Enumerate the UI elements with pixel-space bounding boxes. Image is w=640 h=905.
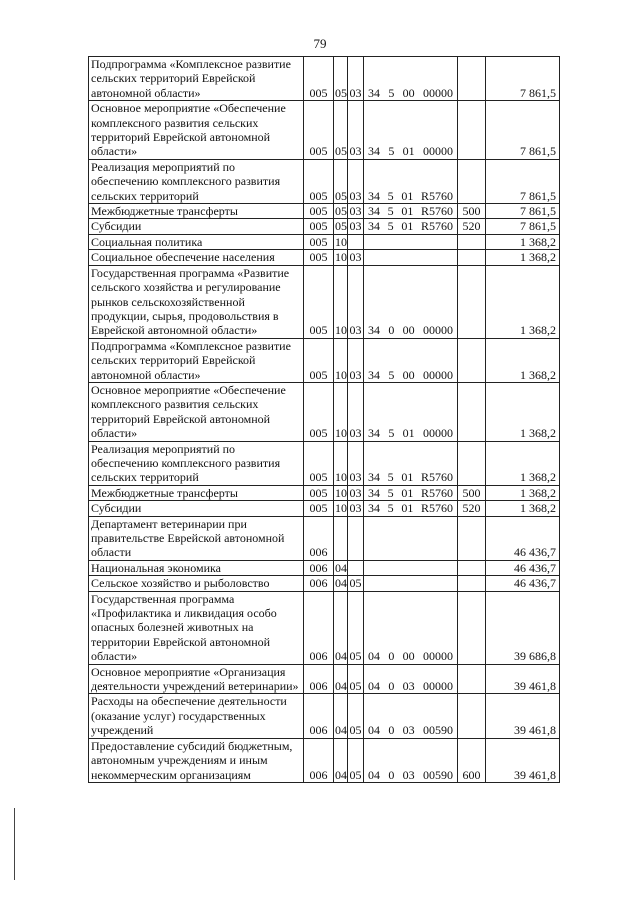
section-code: 10: [334, 441, 348, 485]
table-row: [89, 485, 560, 500]
target-article-part: R5760: [420, 470, 453, 485]
target-article-part: 34: [368, 144, 380, 159]
target-article-part: 01: [401, 485, 414, 500]
target-article-part: R5760: [420, 501, 453, 516]
page-number: 79: [313, 36, 327, 51]
expense-type-code: [458, 441, 486, 485]
row-sum: 46 436,7: [486, 516, 560, 560]
section-code: 10: [334, 265, 348, 338]
section-code: 10: [335, 485, 347, 500]
expense-type-code: [458, 338, 486, 382]
target-article-part: 00: [402, 649, 415, 664]
target-article-part: 34: [368, 85, 380, 100]
subsection-code: 05: [348, 738, 364, 782]
row-sum: 1 368,2: [486, 501, 560, 516]
expense-type-code: 520: [458, 219, 486, 234]
row-sum: 7 861,5: [486, 159, 560, 203]
ved-code: 006: [304, 591, 334, 664]
target-article-part: 01: [401, 501, 414, 516]
ved-code: 005: [304, 265, 334, 338]
row-sum: 1 368,2: [486, 338, 560, 382]
table-row: [89, 250, 560, 265]
row-sum: 1 368,2: [486, 485, 560, 500]
subsection-code: 05: [348, 664, 364, 694]
target-article-part: 34: [368, 204, 380, 219]
subsection-code: 03: [349, 485, 362, 500]
subsection-code: [348, 516, 364, 560]
table-row: [89, 664, 560, 694]
subsection-code: 03: [348, 382, 364, 441]
target-article-part: 5: [388, 367, 395, 382]
expense-type-code: [458, 576, 486, 591]
section-code: [334, 516, 348, 560]
expense-type-code: 520: [458, 501, 486, 516]
row-sum: 39 461,8: [486, 694, 560, 738]
target-article-parts: [366, 323, 455, 337]
row-name: Субсидии: [89, 219, 304, 234]
ved-code: 006: [304, 738, 334, 782]
section-code: 04: [335, 560, 347, 575]
target-article-part: 5: [387, 219, 394, 234]
section-code: 10: [334, 338, 348, 382]
target-article-part: 34: [368, 501, 380, 516]
row-name: Межбюджетные трансферты: [89, 485, 304, 500]
target-article-parts: [366, 679, 455, 693]
section-code: 10: [335, 250, 347, 265]
ved-code: 006: [304, 694, 334, 738]
expense-type-code: [458, 664, 486, 694]
expense-type-code: [458, 560, 486, 575]
target-article-code: [364, 159, 458, 203]
row-name: Социальная политика: [89, 234, 304, 249]
row-name: Государственная программа «Развитие сельского хозяйства и регулирование рынков сельскохозяйственной продукции, сырья, продовольствия в Еврейской автономной области»: [89, 265, 304, 338]
subsection-code: 03: [349, 250, 362, 265]
row-name: Предоставление субсидий бюджетным, автономным учреждениям и иным некоммерческим организациям: [89, 738, 304, 782]
budget-table-body: [89, 57, 560, 783]
table-row: [89, 219, 560, 234]
target-article-part: 00000: [422, 323, 453, 338]
target-article-part: 03: [402, 767, 415, 782]
target-article-part: 34: [368, 470, 380, 485]
target-article-part: 34: [368, 485, 380, 500]
target-article-code: [364, 250, 458, 265]
target-article-code: [364, 694, 458, 738]
table-row: [89, 382, 560, 441]
ved-code: 005: [304, 159, 334, 203]
ved-code: 005: [304, 219, 334, 234]
ved-code: 005: [304, 250, 334, 265]
target-article-parts: [366, 86, 455, 100]
subsection-code: 03: [348, 101, 364, 160]
table-row: [89, 738, 560, 782]
target-article-part: 00000: [422, 144, 453, 159]
table-row: [89, 159, 560, 203]
row-name: Субсидии: [89, 501, 304, 516]
expense-type-code: [458, 265, 486, 338]
section-code: 10: [335, 234, 347, 249]
target-article-code: [364, 738, 458, 782]
target-article-code: [364, 382, 458, 441]
target-article-part: 0: [388, 323, 395, 338]
table-row: [89, 560, 560, 575]
target-article-part: 5: [387, 485, 394, 500]
ved-code: 005: [304, 382, 334, 441]
target-article-part: 34: [368, 367, 380, 382]
target-article-part: 04: [368, 723, 380, 738]
ved-code: 005: [304, 485, 334, 500]
table-row: [89, 204, 560, 219]
target-article-part: R5760: [420, 204, 453, 219]
section-code: 04: [335, 576, 347, 591]
row-sum: 1 368,2: [486, 441, 560, 485]
target-article-part: 04: [368, 649, 380, 664]
subsection-code: 03: [349, 204, 362, 219]
table-row: [89, 576, 560, 591]
table-row: [89, 694, 560, 738]
target-article-part: 0: [388, 679, 395, 694]
target-article-part: 0: [388, 723, 395, 738]
section-code: 05: [334, 57, 348, 101]
target-article-code: [364, 591, 458, 664]
subsection-code: 03: [348, 265, 364, 338]
expense-type-code: [458, 694, 486, 738]
target-article-part: 5: [388, 144, 395, 159]
subsection-code: 03: [348, 338, 364, 382]
subsection-code: 03: [349, 501, 362, 516]
row-name: Расходы на обеспечение деятельности (оказание услуг) государственных учреждений: [89, 694, 304, 738]
table-row: [89, 234, 560, 249]
target-article-parts: [366, 426, 455, 440]
ved-code: 005: [304, 501, 334, 516]
expense-type-code: [458, 159, 486, 203]
target-article-code: [364, 265, 458, 338]
target-article-parts: [366, 189, 455, 203]
target-article-part: 01: [401, 219, 414, 234]
target-article-code: [364, 441, 458, 485]
expense-type-code: [458, 516, 486, 560]
row-sum: 7 861,5: [486, 219, 560, 234]
row-name: Сельское хозяйство и рыболовство: [89, 576, 304, 591]
row-sum: 39 686,8: [486, 591, 560, 664]
row-name: Государственная программа «Профилактика и ликвидация особо опасных болезней животных на территории Еврейской автономной области»: [89, 591, 304, 664]
target-article-code: [364, 501, 458, 516]
row-name: Подпрограмма «Комплексное развитие сельских территорий Еврейской автономной области»: [89, 57, 304, 101]
row-sum: 39 461,8: [486, 738, 560, 782]
ved-code: 005: [304, 234, 334, 249]
ved-code: 005: [304, 101, 334, 160]
row-name: Межбюджетные трансферты: [89, 204, 304, 219]
row-name: Социальное обеспечение населения: [89, 250, 304, 265]
target-article-part: 00000: [422, 426, 453, 441]
table-row: [89, 101, 560, 160]
subsection-code: 03: [349, 219, 362, 234]
row-sum: 1 368,2: [486, 382, 560, 441]
target-article-code: [364, 234, 458, 249]
target-article-code: [364, 516, 458, 560]
budget-table: [88, 56, 560, 783]
ved-code: 006: [304, 560, 334, 575]
row-name: Реализация мероприятий по обеспечению комплексного развития сельских территорий: [89, 441, 304, 485]
expense-type-code: [458, 250, 486, 265]
target-article-part: 5: [388, 426, 395, 441]
target-article-part: 01: [402, 144, 415, 159]
section-code: 04: [334, 591, 348, 664]
target-article-code: [364, 219, 458, 234]
subsection-code: 03: [348, 57, 364, 101]
target-article-part: 34: [368, 323, 380, 338]
table-row: [89, 338, 560, 382]
section-code: 05: [334, 159, 348, 203]
target-article-part: 34: [368, 219, 380, 234]
row-sum: 46 436,7: [486, 560, 560, 575]
target-article-part: 04: [368, 679, 380, 694]
target-article-part: 00000: [422, 649, 453, 664]
row-sum: 7 861,5: [486, 57, 560, 101]
target-article-parts: [366, 649, 455, 663]
target-article-part: 00000: [422, 679, 453, 694]
target-article-part: 01: [401, 204, 414, 219]
section-code: 05: [335, 219, 347, 234]
target-article-parts: [366, 470, 455, 484]
row-name: Национальная экономика: [89, 560, 304, 575]
section-code: 04: [334, 738, 348, 782]
target-article-part: 03: [402, 679, 415, 694]
target-article-part: R5760: [420, 219, 453, 234]
expense-type-code: 500: [458, 485, 486, 500]
target-article-parts: [366, 204, 455, 218]
target-article-code: [364, 560, 458, 575]
section-code: 04: [334, 694, 348, 738]
ved-code: 005: [304, 441, 334, 485]
target-article-part: 5: [387, 188, 394, 203]
row-sum: 1 368,2: [486, 265, 560, 338]
target-article-part: 00000: [422, 367, 453, 382]
target-article-part: 00: [402, 323, 415, 338]
target-article-part: 00: [402, 367, 415, 382]
subsection-code: [348, 560, 364, 575]
expense-type-code: [458, 57, 486, 101]
ved-code: 005: [304, 204, 334, 219]
target-article-parts: [366, 486, 455, 500]
row-sum: 1 368,2: [486, 250, 560, 265]
target-article-part: 01: [401, 470, 414, 485]
row-sum: 39 461,8: [486, 664, 560, 694]
target-article-code: [364, 338, 458, 382]
table-row: [89, 516, 560, 560]
target-article-parts: [366, 368, 455, 382]
target-article-part: 01: [401, 188, 414, 203]
expense-type-code: [458, 101, 486, 160]
target-article-part: R5760: [420, 485, 453, 500]
target-article-part: 5: [387, 204, 394, 219]
row-name: Основное мероприятие «Обеспечение комплексного развития сельских территорий Еврейской автономной области»: [89, 101, 304, 160]
subsection-code: 05: [349, 576, 362, 591]
target-article-part: 04: [368, 767, 380, 782]
row-name: Подпрограмма «Комплексное развитие сельских территорий Еврейской автономной области»: [89, 338, 304, 382]
target-article-code: [364, 576, 458, 591]
table-row: [89, 591, 560, 664]
ved-code: 006: [304, 664, 334, 694]
target-article-part: 01: [402, 426, 415, 441]
target-article-part: 00: [402, 85, 415, 100]
target-article-part: 03: [402, 723, 415, 738]
target-article-parts: [366, 219, 455, 233]
table-row: [89, 265, 560, 338]
target-article-part: 5: [388, 85, 395, 100]
section-code: 10: [335, 501, 347, 516]
target-article-part: 5: [387, 470, 394, 485]
table-row: [89, 57, 560, 101]
target-article-parts: [366, 768, 455, 782]
subsection-code: 03: [348, 159, 364, 203]
target-article-part: 0: [388, 767, 395, 782]
section-code: 04: [334, 664, 348, 694]
row-name: Основное мероприятие «Организация деятельности учреждений ветеринарии»: [89, 664, 304, 694]
target-article-part: 34: [368, 426, 380, 441]
expense-type-code: [458, 382, 486, 441]
ved-code: 005: [304, 57, 334, 101]
table-row: [89, 441, 560, 485]
row-name: Основное мероприятие «Обеспечение комплексного развития сельских территорий Еврейской автономной области»: [89, 382, 304, 441]
table-row: [89, 501, 560, 516]
margin-line: [14, 808, 15, 880]
row-name: Департамент ветеринарии при правительстве Еврейской автономной области: [89, 516, 304, 560]
row-sum: 1 368,2: [486, 234, 560, 249]
ved-code: 006: [304, 516, 334, 560]
target-article-parts: [366, 501, 455, 515]
target-article-code: [364, 101, 458, 160]
target-article-part: 5: [387, 501, 394, 516]
row-sum: 46 436,7: [486, 576, 560, 591]
subsection-code: 03: [348, 441, 364, 485]
target-article-part: 00590: [422, 723, 453, 738]
subsection-code: 05: [348, 591, 364, 664]
target-article-code: [364, 57, 458, 101]
expense-type-code: [458, 234, 486, 249]
ved-code: 006: [304, 576, 334, 591]
target-article-code: [364, 485, 458, 500]
row-sum: 7 861,5: [486, 101, 560, 160]
section-code: 05: [334, 101, 348, 160]
target-article-code: [364, 204, 458, 219]
expense-type-code: 600: [458, 738, 486, 782]
row-name: Реализация мероприятий по обеспечению комплексного развития сельских территорий: [89, 159, 304, 203]
target-article-part: 34: [368, 188, 380, 203]
expense-type-code: [458, 591, 486, 664]
target-article-part: R5760: [420, 188, 453, 203]
expense-type-code: 500: [458, 204, 486, 219]
subsection-code: [348, 234, 364, 249]
row-sum: 7 861,5: [486, 204, 560, 219]
section-code: 05: [335, 204, 347, 219]
target-article-part: 00000: [422, 85, 453, 100]
subsection-code: 05: [348, 694, 364, 738]
target-article-parts: [366, 144, 455, 158]
target-article-parts: [366, 723, 455, 737]
target-article-part: 00590: [422, 767, 453, 782]
target-article-part: 0: [388, 649, 395, 664]
target-article-code: [364, 664, 458, 694]
section-code: 10: [334, 382, 348, 441]
ved-code: 005: [304, 338, 334, 382]
